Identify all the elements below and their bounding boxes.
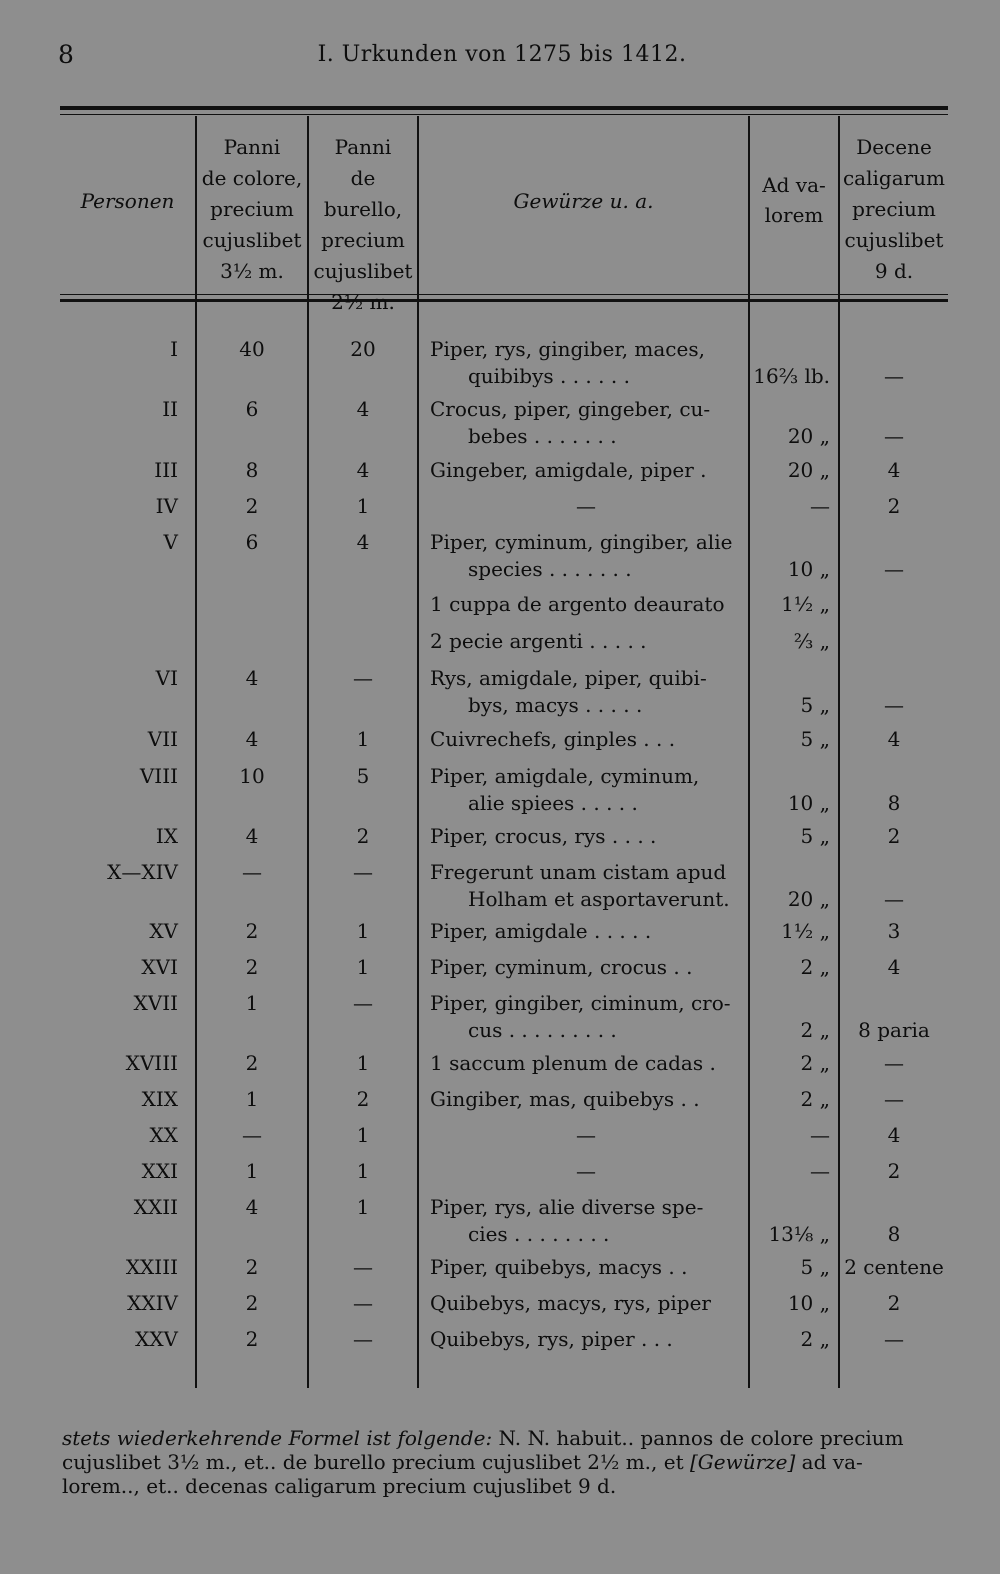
cell-ad-valorem: 2 „ [800, 1051, 830, 1075]
cell-decene: 3 [887, 919, 901, 943]
urkunden-table [60, 106, 948, 1388]
cell-decene: 8 [887, 791, 901, 815]
cell-personen: XXIII [125, 1255, 178, 1279]
cell-personen: XVII [133, 991, 178, 1015]
header-line: 3½ m. [220, 259, 284, 283]
footnote-text-italic: [Gewürze] [689, 1450, 796, 1474]
cell-decene: 4 [887, 727, 901, 751]
header-gewurze: Gewürze u. a. [513, 189, 654, 213]
footnote-text: ad va- [795, 1450, 863, 1474]
cell-personen: XVI [141, 955, 178, 979]
header-line: de burello, [323, 166, 403, 221]
header-line: precium [210, 197, 294, 221]
cell-decene: 8 paria [858, 1018, 930, 1042]
cell-ad-valorem: 5 „ [800, 727, 830, 751]
cell-panni-colore: 4 [245, 824, 259, 848]
cell-panni-colore: 2 [245, 919, 259, 943]
cell-personen: XVIII [125, 1051, 178, 1075]
cell-decene: — [884, 887, 904, 911]
cell-gewurze-line: species . . . . . . . [468, 557, 632, 581]
cell-panni-colore: 2 [245, 1051, 259, 1075]
cell-panni-colore: 2 [245, 1291, 259, 1315]
cell-panni-burello: 4 [356, 397, 370, 421]
cell-ad-valorem: 10 „ [787, 1291, 830, 1315]
cell-gewurze-line: Quibebys, macys, rys, piper [430, 1291, 711, 1315]
cell-gewurze-line: Gingeber, amigdale, piper . [430, 458, 707, 482]
header-line: precium [321, 228, 405, 252]
cell-gewurze-line: Fregerunt unam cistam apud [430, 860, 727, 884]
cell-gewurze-line: Rys, amigdale, piper, quibi- [430, 666, 707, 690]
cell-panni-colore: 2 [245, 1255, 259, 1279]
cell-ad-valorem: 10 „ [787, 791, 830, 815]
cell-gewurze-line: bys, macys . . . . . [468, 693, 643, 717]
cell-decene: 2 [887, 824, 901, 848]
header-personen: Personen [80, 189, 175, 213]
cell-personen: XIX [141, 1087, 178, 1111]
cell-gewurze-line: Piper, amigdale . . . . . [430, 919, 652, 943]
cell-decene: 4 [887, 955, 901, 979]
cell-decene: — [884, 1327, 904, 1351]
cell-panni-burello: 20 [350, 337, 376, 361]
cell-gewurze-line: Piper, rys, gingiber, maces, [430, 337, 705, 361]
cell-personen: XXIV [127, 1291, 178, 1315]
cell-panni-burello: 4 [356, 530, 370, 554]
cell-decene: — [884, 424, 904, 448]
header-line: 2½ m. [331, 290, 395, 314]
cell-panni-burello: 1 [356, 1051, 370, 1075]
cell-gewurze [430, 628, 742, 655]
cell-decene: — [884, 693, 904, 717]
cell-gewurze [430, 493, 742, 520]
footnote-text: N. N. habuit.. pannos de colore precium [492, 1426, 904, 1450]
cell-panni-burello: 4 [356, 458, 370, 482]
cell-panni-burello: 5 [356, 764, 370, 788]
cell-ad-valorem: 10 „ [787, 557, 830, 581]
header-panni-burello [309, 132, 417, 318]
header-rule-thick [60, 299, 948, 302]
header-line: lorem [764, 203, 824, 227]
cell-panni-burello: 2 [356, 1087, 370, 1111]
cell-panni-colore: 6 [245, 530, 259, 554]
cell-personen: VII [147, 727, 178, 751]
cell-gewurze [430, 336, 742, 390]
cell-personen: XXII [133, 1195, 178, 1219]
cell-gewurze-line: Piper, rys, alie diverse spe- [430, 1195, 704, 1219]
footnote-text: cujuslibet 3½ m., et.. de burello precium cujuslibet 2½ m., et [62, 1450, 690, 1474]
cell-panni-colore: 2 [245, 494, 259, 518]
cell-personen: VIII [139, 764, 178, 788]
cell-personen: XXI [141, 1159, 178, 1183]
cell-ad-valorem: 2 „ [800, 1327, 830, 1351]
top-rule-thick [60, 106, 948, 110]
cell-panni-burello: 1 [356, 955, 370, 979]
cell-ad-valorem: — [810, 1123, 830, 1147]
header-line: de colore, [201, 166, 303, 190]
cell-ad-valorem: 2 „ [800, 1018, 830, 1042]
cell-gewurze-line: quibibys . . . . . . [468, 364, 630, 388]
cell-panni-colore: 4 [245, 666, 259, 690]
cell-ad-valorem: 1½ „ [781, 592, 830, 616]
cell-gewurze [430, 1122, 742, 1149]
cell-gewurze-line: Holham et asportaverunt. [468, 887, 730, 911]
header-line: cujuslibet [844, 228, 944, 252]
cell-panni-colore: 2 [245, 955, 259, 979]
cell-gewurze [430, 1290, 742, 1317]
cell-personen: V [163, 530, 178, 554]
cell-ad-valorem: 5 „ [800, 1255, 830, 1279]
header-line: Decene [856, 135, 932, 159]
cell-personen: IV [155, 494, 178, 518]
cell-personen: II [162, 397, 178, 421]
cell-gewurze-line: Piper, quibebys, macys . . [430, 1255, 688, 1279]
cell-panni-burello: 1 [356, 1195, 370, 1219]
cell-gewurze-line: alie spiees . . . . . [468, 791, 638, 815]
cell-panni-colore: 4 [245, 1195, 259, 1219]
cell-personen: XX [149, 1123, 178, 1147]
header-line: Ad va- [762, 173, 826, 197]
cell-ad-valorem: 1½ „ [781, 919, 830, 943]
cell-panni-colore: 4 [245, 727, 259, 751]
cell-gewurze [430, 823, 742, 850]
cell-ad-valorem: 2 „ [800, 955, 830, 979]
cell-panni-burello: 1 [356, 1123, 370, 1147]
cell-ad-valorem: 20 „ [787, 458, 830, 482]
cell-gewurze [430, 1158, 742, 1185]
cell-panni-colore: 10 [239, 764, 265, 788]
top-rule-thin [60, 114, 948, 115]
cell-panni-burello: — [353, 1327, 373, 1351]
header-line: cujuslibet [202, 228, 302, 252]
cell-gewurze-line: cies . . . . . . . . [468, 1222, 610, 1246]
footnote-lead: stets wiederkehrende Formel ist folgende: [62, 1426, 493, 1450]
header-line: caligarum [842, 166, 946, 190]
header-rule-thin [60, 294, 948, 295]
cell-gewurze [430, 763, 742, 817]
cell-panni-colore: 40 [239, 337, 265, 361]
cell-gewurze [430, 457, 742, 484]
cell-gewurze [430, 1194, 742, 1248]
cell-personen: IX [155, 824, 178, 848]
cell-gewurze [430, 1050, 742, 1077]
cell-gewurze [430, 918, 742, 945]
cell-gewurze-line: Piper, cyminum, crocus . . [430, 955, 693, 979]
cell-gewurze-line: Piper, cyminum, gingiber, alie [430, 530, 733, 554]
cell-decene: 2 [887, 1291, 901, 1315]
cell-panni-colore: 8 [245, 458, 259, 482]
cell-panni-burello: — [353, 1291, 373, 1315]
cell-ad-valorem: ⅔ „ [793, 629, 830, 653]
header-line: precium [852, 197, 936, 221]
cell-gewurze-line: Piper, amigdale, cyminum, [430, 764, 700, 788]
cell-gewurze-line: Piper, crocus, rys . . . . [430, 824, 657, 848]
cell-gewurze-line: Quibebys, rys, piper . . . [430, 1327, 673, 1351]
cell-gewurze [430, 1254, 742, 1281]
cell-gewurze-line: — [576, 494, 596, 518]
cell-panni-colore: 6 [245, 397, 259, 421]
cell-ad-valorem: 5 „ [800, 693, 830, 717]
header-line: cujuslibet [313, 259, 413, 283]
cell-ad-valorem: 13⅛ „ [768, 1222, 830, 1246]
cell-decene: — [884, 364, 904, 388]
cell-gewurze-line: 1 cuppa de argento deaurato [430, 592, 725, 616]
cell-panni-burello: — [353, 991, 373, 1015]
cell-gewurze [430, 954, 742, 981]
cell-decene: 4 [887, 1123, 901, 1147]
cell-panni-burello: 1 [356, 1159, 370, 1183]
cell-gewurze-line: Piper, gingiber, ciminum, cro- [430, 991, 731, 1015]
cell-personen: III [154, 458, 178, 482]
page-number: 8 [58, 40, 74, 69]
cell-ad-valorem: 20 „ [787, 424, 830, 448]
header-line: 9 d. [874, 259, 914, 283]
cell-panni-burello: — [353, 666, 373, 690]
column-divider [417, 116, 419, 1388]
cell-panni-burello: — [353, 1255, 373, 1279]
cell-ad-valorem: — [810, 1159, 830, 1183]
cell-decene: 4 [887, 458, 901, 482]
cell-personen: VI [155, 666, 178, 690]
cell-panni-colore: 1 [245, 1159, 259, 1183]
cell-panni-burello: 1 [356, 494, 370, 518]
cell-gewurze-line: Crocus, piper, gingeber, cu- [430, 397, 711, 421]
cell-decene: 2 centene [844, 1255, 944, 1279]
running-title: I. Urkunden von 1275 bis 1412. [317, 42, 687, 67]
cell-gewurze [430, 396, 742, 450]
header-line: Panni [223, 135, 281, 159]
cell-gewurze-line: — [576, 1159, 596, 1183]
cell-panni-colore: 2 [245, 1327, 259, 1351]
cell-ad-valorem: — [810, 494, 830, 518]
cell-panni-colore: — [242, 860, 262, 884]
cell-panni-burello: — [353, 860, 373, 884]
cell-gewurze-line: bebes . . . . . . . [468, 424, 617, 448]
cell-decene: 2 [887, 494, 901, 518]
cell-personen: X—XIV [107, 860, 178, 884]
cell-gewurze-line: cus . . . . . . . . . [468, 1018, 617, 1042]
cell-gewurze [430, 1086, 742, 1113]
cell-gewurze [430, 1326, 742, 1353]
cell-ad-valorem: 16⅔ lb. [753, 364, 830, 388]
cell-decene: — [884, 1051, 904, 1075]
cell-ad-valorem: 2 „ [800, 1087, 830, 1111]
cell-panni-colore: 1 [245, 1087, 259, 1111]
header-panni-colore [197, 132, 307, 287]
footnote-text: lorem.., et.. decenas caligarum precium cujuslibet 9 d. [62, 1474, 617, 1498]
cell-panni-burello: 1 [356, 919, 370, 943]
cell-gewurze-line: 1 saccum plenum de cadas . [430, 1051, 716, 1075]
cell-gewurze-line: 2 pecie argenti . . . . . [430, 629, 647, 653]
footnote [62, 1426, 948, 1498]
cell-gewurze [430, 859, 742, 913]
page-header [58, 40, 946, 80]
cell-ad-valorem: 5 „ [800, 824, 830, 848]
cell-decene: 2 [887, 1159, 901, 1183]
cell-ad-valorem: 20 „ [787, 887, 830, 911]
cell-gewurze-line: Gingiber, mas, quibebys . . [430, 1087, 700, 1111]
cell-gewurze-line: — [576, 1123, 596, 1147]
cell-panni-colore: — [242, 1123, 262, 1147]
cell-panni-colore: 1 [245, 991, 259, 1015]
cell-gewurze [430, 726, 742, 753]
cell-decene: — [884, 557, 904, 581]
cell-panni-burello: 1 [356, 727, 370, 751]
cell-gewurze [430, 591, 742, 618]
cell-personen: I [170, 337, 178, 361]
cell-decene: 8 [887, 1222, 901, 1246]
cell-personen: XV [149, 919, 178, 943]
header-line: Panni [334, 135, 392, 159]
cell-personen: XXV [135, 1327, 178, 1351]
cell-gewurze [430, 665, 742, 719]
cell-gewurze-line: Cuivrechefs, ginples . . . [430, 727, 676, 751]
header-decene [840, 132, 948, 287]
header-ad-valorem [750, 170, 838, 230]
cell-panni-burello: 2 [356, 824, 370, 848]
cell-decene: — [884, 1087, 904, 1111]
cell-gewurze [430, 990, 742, 1044]
cell-gewurze [430, 529, 742, 583]
